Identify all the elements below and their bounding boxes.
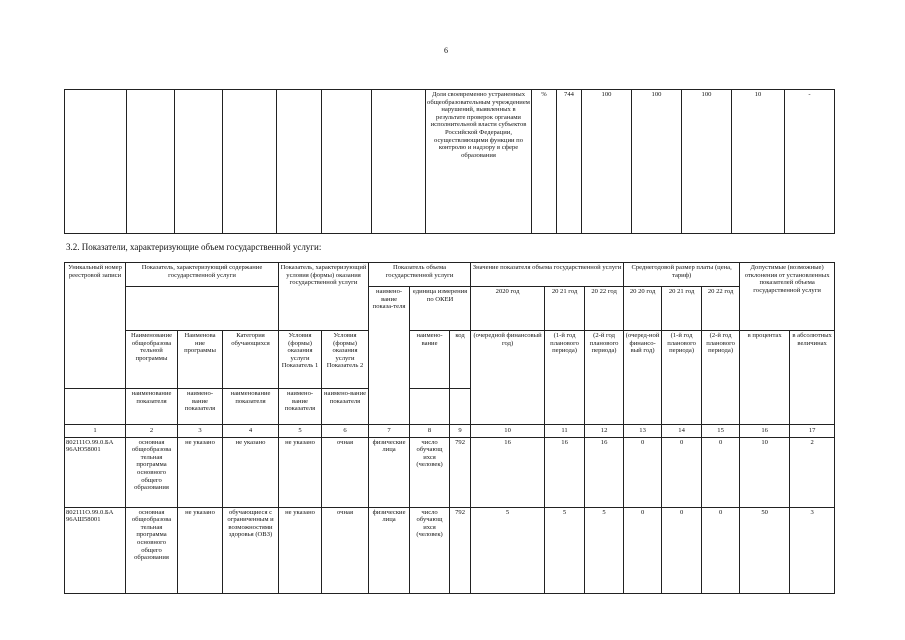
row-v2021: 5 — [545, 507, 585, 593]
col-number: 5 — [279, 425, 322, 438]
hdr-y2021: 20 21 год — [545, 287, 585, 331]
row-code: 792 — [450, 437, 471, 507]
col-number: 12 — [585, 425, 624, 438]
col-number: 8 — [410, 425, 450, 438]
row-pct: 10 — [740, 437, 790, 507]
hdr-y2022: 20 22 год — [585, 287, 624, 331]
table-row — [65, 437, 835, 507]
hdr-volume-group: Показатель объема государственной услуги — [369, 263, 471, 287]
col-number: 13 — [624, 425, 662, 438]
hdr-cond1: Условия (формы) оказания услуги Показатель 1 — [279, 331, 322, 389]
col-number: 9 — [450, 425, 471, 438]
row-pct: 50 — [740, 507, 790, 593]
hdr-unit-code: код — [450, 331, 471, 389]
col-number: 1 — [65, 425, 126, 438]
col-number: 15 — [702, 425, 740, 438]
row-v2021: 16 — [545, 437, 585, 507]
row-v2020: 16 — [471, 437, 545, 507]
row-program: основная общеобразова тельная программа основного общего образования — [126, 507, 178, 593]
col-number: 14 — [662, 425, 702, 438]
hdr-y2020: 2020 год — [471, 287, 545, 331]
top-pct: 10 — [732, 90, 785, 234]
top-row — [65, 90, 835, 234]
col-number: 16 — [740, 425, 790, 438]
hdr-ind-name-3: наименование показателя — [223, 389, 279, 425]
top-code: 744 — [557, 90, 582, 234]
col-number: 4 — [223, 425, 279, 438]
row-cond2: очная — [322, 437, 369, 507]
top-v2021: 100 — [632, 90, 682, 234]
hdr-ind-name-4: наимено-вание показателя — [279, 389, 322, 425]
row-category: обучающиеся с ограниченным и возможностями здоровья (ОВЗ) — [223, 507, 279, 593]
row-prog-name: не указано — [178, 507, 223, 593]
hdr-plan2-short: (2-й год планового периода) — [702, 331, 740, 425]
hdr-conditions-group: Показатель, характеризующий условия (формы) оказания государственной услуги — [279, 263, 369, 331]
row-code: 792 — [450, 507, 471, 593]
hdr-edu-program: Наименование общеобразова тельной программы — [126, 331, 178, 389]
hdr-cond2: Условия (формы) оказания услуги Показатель 2 — [322, 331, 369, 389]
hdr-fin-year: (очередной финансовый год) — [471, 331, 545, 425]
hdr-p2020: 20 20 год — [624, 287, 662, 331]
col-number: 11 — [545, 425, 585, 438]
hdr-value-group: Значение показателя объема государственной услуги — [471, 263, 624, 287]
top-v2022: 100 — [682, 90, 732, 234]
hdr-plan1: (1-й год планового периода) — [545, 331, 585, 425]
hdr-content-group: Показатель, характеризующий содержание государственной услуги — [126, 263, 279, 287]
hdr-ind-name-2: наимено-вание показателя — [178, 389, 223, 425]
row-indicator: физические лица — [369, 507, 410, 593]
col-number: 7 — [369, 425, 410, 438]
row-p2020: 0 — [624, 437, 662, 507]
row-v2022: 5 — [585, 507, 624, 593]
row-p2020: 0 — [624, 507, 662, 593]
row-v2020: 5 — [471, 507, 545, 593]
row-prog-name: не указано — [178, 437, 223, 507]
hdr-unit-group: единица измерения по ОКЕИ — [410, 287, 471, 331]
hdr-in-absolute: в абсолютных величинах — [790, 331, 835, 425]
row-program: основная общеобразова тельная программа основного общего образования — [126, 437, 178, 507]
row-cond2: очная — [322, 507, 369, 593]
row-unit: число обучающ ихся (человек) — [410, 507, 450, 593]
table-row — [65, 507, 835, 593]
row-abs: 3 — [790, 507, 835, 593]
top-unit: % — [532, 90, 557, 234]
page-number: 6 — [444, 46, 448, 55]
row-unit: число обучающ ихся (человек) — [410, 437, 450, 507]
row-p2021: 0 — [662, 437, 702, 507]
hdr-price-group: Среднегодовой размер платы (цена, тариф) — [624, 263, 740, 287]
hdr-ind-name: наимено-вание показа-теля — [369, 287, 410, 425]
row-abs: 2 — [790, 437, 835, 507]
hdr-plan2: (2-й год планового периода) — [585, 331, 624, 425]
hdr-in-percent: в процентах — [740, 331, 790, 425]
row-id: 802111О.99.0.БА 96АЮ58001 — [65, 437, 126, 507]
volume-table — [64, 262, 835, 594]
hdr-ind-name-1: наименование показателя — [126, 389, 178, 425]
hdr-fin-year-short: (очеред-ной финансо-вый год) — [624, 331, 662, 425]
row-p2021: 0 — [662, 507, 702, 593]
column-numbers-row — [65, 425, 835, 438]
hdr-unit-name: наимено-вание — [410, 331, 450, 389]
row-v2022: 16 — [585, 437, 624, 507]
hdr-student-category: Категория обучающихся — [223, 331, 279, 389]
row-category: не указано — [223, 437, 279, 507]
row-cond1: не указано — [279, 507, 322, 593]
row-indicator: физические лица — [369, 437, 410, 507]
hdr-program-name: Наименова ние программы — [178, 331, 223, 389]
top-indicator: Доля своевременно устраненных общеобразовательным учреждением нарушений, выявленных в результате проверок органами исполнительной власти субъектов Российской Федерации, осуществляющими функции по контролю и надзору в сфере образования — [426, 90, 532, 234]
section-caption: 3.2. Показатели, характеризующие объем государственной услуги: — [66, 242, 322, 252]
row-cond1: не указано — [279, 437, 322, 507]
hdr-ind-name-5: наимено-вание показателя — [322, 389, 369, 425]
row-id: 802111О.99.0.БА 96АШ58001 — [65, 507, 126, 593]
col-number: 2 — [126, 425, 178, 438]
row-p2022: 0 — [702, 507, 740, 593]
hdr-p2022: 20 22 год — [702, 287, 740, 331]
row-p2022: 0 — [702, 437, 740, 507]
col-number: 17 — [790, 425, 835, 438]
hdr-deviation-group: Допустимые (возможные) отклонения от установленных показателей объема государственной услуги — [740, 263, 835, 331]
hdr-p2021: 20 21 год — [662, 287, 702, 331]
hdr-unique-number: Уникальный номер реестровой записи — [65, 263, 126, 389]
top-v2020: 100 — [582, 90, 632, 234]
hdr-plan1-short: (1-й год планового периода) — [662, 331, 702, 425]
col-number: 10 — [471, 425, 545, 438]
top-abs: - — [785, 90, 835, 234]
col-number: 6 — [322, 425, 369, 438]
col-number: 3 — [178, 425, 223, 438]
top-table — [64, 89, 835, 234]
